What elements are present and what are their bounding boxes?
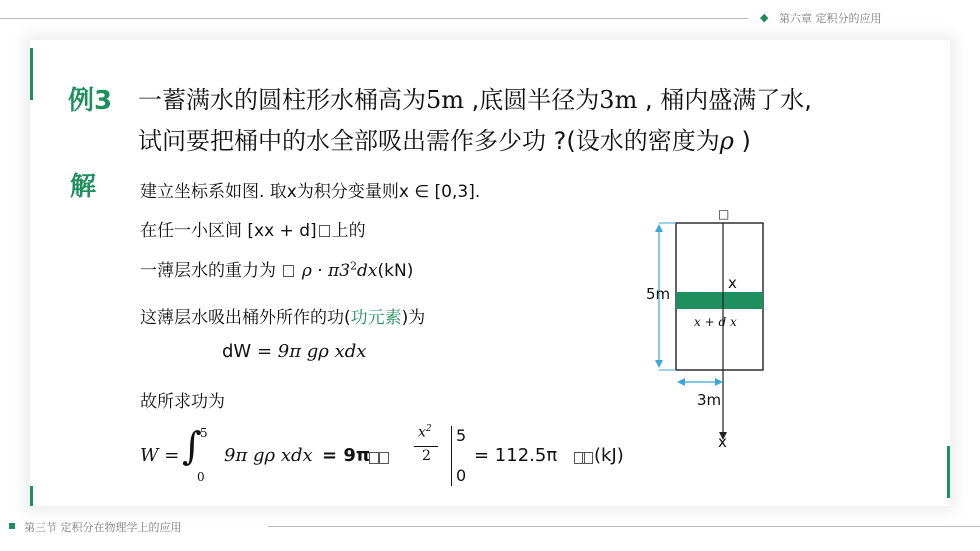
weight-formula: ρ · π3 (301, 261, 351, 281)
evaluation-bar (451, 426, 452, 486)
w-eq-coefficient: = 9π (322, 445, 371, 466)
solution-step-4 (140, 303, 425, 328)
integral-lower-limit: 0 (197, 470, 205, 484)
solution-step-1: 建立坐标系如图. 取x为积分变量则x ∈ [0,3]. (140, 182, 481, 202)
interval-text: 在任一小区间 [xx + d] (140, 221, 317, 241)
unit-label: (kN) (377, 261, 414, 281)
step-text: 一薄层水的重力为 (140, 261, 276, 281)
solution-label: 解 (70, 172, 97, 202)
dw-lhs: dW (222, 341, 252, 362)
height-label: 5m (646, 285, 671, 303)
w-lhs: W = (140, 445, 180, 466)
placeholder-glyph (378, 452, 389, 464)
step-text: )为 (401, 308, 426, 328)
integrand: 9π gρ xdx (224, 445, 313, 466)
water-slice (676, 292, 763, 309)
differential: dx (357, 261, 378, 281)
dw-formula (222, 341, 366, 362)
x-position-label: x (728, 274, 737, 292)
slice-label: x + d x (694, 315, 737, 329)
solution-step-5: 故所求功为 (140, 392, 225, 412)
work-element-term: 功元素 (350, 308, 402, 328)
solution-step-3 (140, 256, 413, 281)
axis-label: x (718, 433, 727, 451)
step-text: 这薄层水吸出桶外所作的功( (140, 308, 351, 328)
footer-square-icon (9, 523, 15, 529)
height-value: 5m (426, 86, 465, 114)
accent-bar-bottom-left (30, 486, 33, 506)
result-unit: (kJ) (594, 445, 624, 466)
example-text: ,底圆半径为 (464, 86, 600, 114)
radius-arrow-left (677, 378, 685, 386)
figure-top-label: □ (718, 207, 730, 221)
dw-rhs: = 9π gρ xdx (251, 341, 367, 362)
radius-value: 3m (599, 86, 638, 114)
fraction-bar (414, 446, 438, 447)
integral-sign: ∫ (182, 424, 202, 468)
accent-bar-top-left (30, 48, 33, 100)
step-text: 上的 (331, 221, 366, 241)
fraction-denominator: 2 (422, 448, 431, 464)
height-arrow-bottom (655, 360, 663, 368)
fraction-exponent: 2 (425, 424, 432, 434)
example-label: 例3 (68, 86, 113, 116)
solution-step-2 (140, 216, 366, 241)
chapter-title: 第六章 定积分的应用 (779, 12, 882, 25)
eval-lower-limit: 0 (456, 466, 467, 485)
example-text: 试问要把桶中的水全部吸出需作多少功 ?(设水的密度为 (138, 127, 720, 155)
radius-label: 3m (697, 391, 722, 409)
example-line-2 (138, 121, 751, 156)
integral-upper-limit: 5 (200, 426, 208, 440)
radius-arrow-right (715, 378, 723, 386)
example-text: ) (733, 127, 751, 155)
example-text: 一蓄满水的圆柱形水桶高为 (138, 86, 426, 114)
diamond-icon: ◆ (760, 11, 769, 24)
accent-bar-bottom-right (947, 446, 950, 498)
header-rule (0, 18, 748, 19)
placeholder-glyph (582, 452, 593, 464)
fraction-numerator (418, 424, 432, 441)
section-title: 第三节 定积分在物理学上的应用 (24, 521, 182, 534)
fraction-var: x (418, 424, 426, 441)
example-text: , 桶内盛满了水, (637, 86, 812, 114)
footer-rule (268, 526, 980, 527)
height-arrow-top (655, 224, 663, 232)
eval-upper-limit: 5 (456, 426, 467, 445)
example-line-1 (138, 80, 812, 115)
placeholder-glyph (319, 225, 330, 237)
exponent: 2 (350, 259, 358, 273)
rho-symbol: ρ (719, 127, 734, 155)
cylinder-figure (640, 200, 790, 460)
result-value: = 112.5π (474, 445, 558, 466)
placeholder-glyph (283, 265, 294, 277)
